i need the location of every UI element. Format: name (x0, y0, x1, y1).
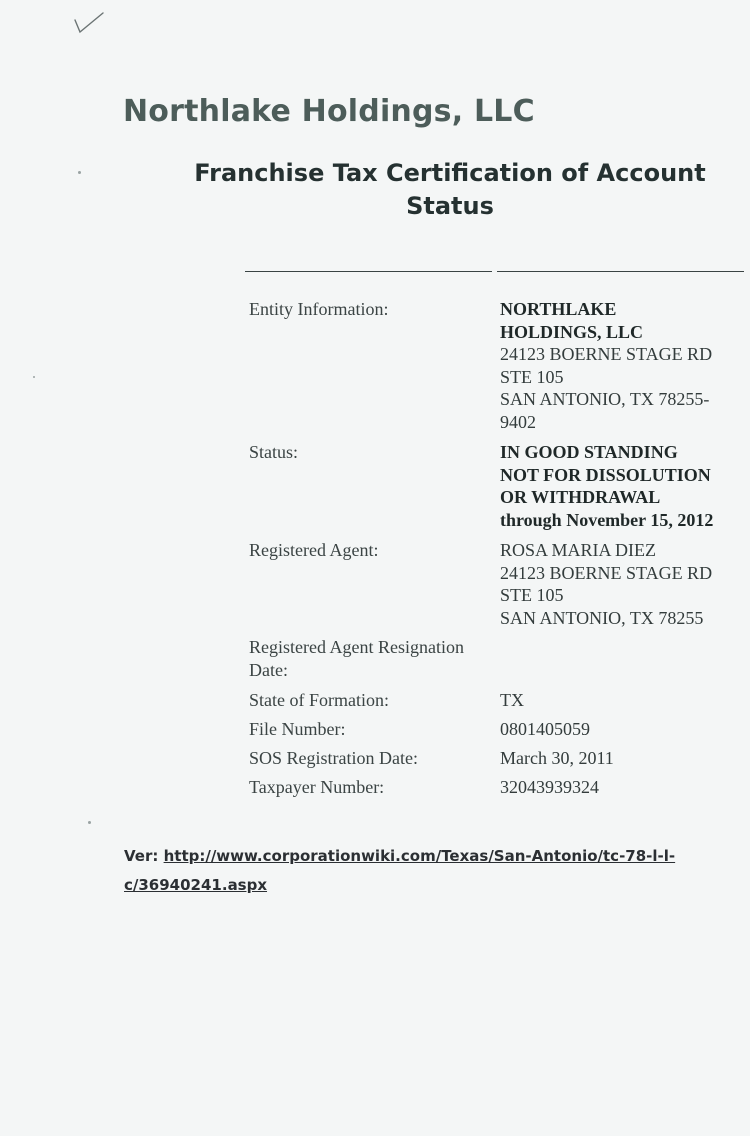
verification-prefix: Ver: (124, 847, 159, 865)
entity-name-line: NORTHLAKE (500, 299, 617, 319)
resignation-date-label (249, 636, 494, 681)
taxpayer-number-label: Taxpayer Number: (249, 777, 385, 797)
file-number-label: File Number: (249, 719, 346, 739)
resignation-date-label-line: Registered Agent Resignation (249, 637, 464, 657)
registered-agent-line: SAN ANTONIO, TX 78255 (500, 607, 704, 628)
company-title: Northlake Holdings, LLC (123, 94, 535, 129)
registered-agent-line: STE 105 (500, 585, 564, 605)
entity-address-line: 24123 BOERNE STAGE RD (500, 344, 713, 364)
divider-left (245, 271, 492, 272)
state-of-formation-label: State of Formation: (249, 690, 389, 710)
entity-information-label: Entity Information: (249, 299, 389, 319)
entity-address-line: 9402 (500, 411, 536, 432)
scan-speck (33, 376, 35, 378)
entity-address-line: SAN ANTONIO, TX 78255- (500, 389, 710, 409)
entity-address-line: STE 105 (500, 366, 564, 387)
registered-agent-label: Registered Agent: (249, 540, 379, 560)
sos-registration-date-value: March 30, 2011 (500, 748, 614, 768)
document-title: Franchise Tax Certification of Account Status (194, 159, 706, 220)
status-line: OR WITHDRAWAL (500, 487, 661, 507)
entity-information-value (500, 298, 745, 433)
verification-note (124, 842, 734, 900)
scan-speck (78, 171, 81, 174)
status-label: Status: (249, 442, 299, 462)
resignation-date-label-line: Date: (249, 659, 288, 680)
taxpayer-number-value: 32043939324 (500, 777, 599, 797)
status-line: IN GOOD STANDING (500, 442, 678, 462)
status-value (500, 441, 745, 531)
state-of-formation-value: TX (500, 690, 524, 710)
verification-link-line[interactable]: http://www.corporationwiki.com/Texas/San-Antonio/tc-78-l-l- (163, 847, 676, 865)
status-line: through November 15, 2012 (500, 509, 714, 530)
scan-speck (88, 821, 91, 824)
entity-name-line: HOLDINGS, LLC (500, 321, 644, 342)
divider-right (497, 271, 744, 272)
handwritten-checkmark-icon (72, 10, 106, 38)
registered-agent-line: 24123 BOERNE STAGE RD (500, 562, 713, 583)
registered-agent-value (500, 539, 745, 629)
verification-link-line[interactable]: c/36940241.aspx (124, 876, 268, 894)
file-number-value: 0801405059 (500, 719, 590, 739)
sos-registration-date-label: SOS Registration Date: (249, 748, 418, 768)
registered-agent-line: ROSA MARIA DIEZ (500, 540, 657, 560)
status-line: NOT FOR DISSOLUTION (500, 464, 711, 485)
